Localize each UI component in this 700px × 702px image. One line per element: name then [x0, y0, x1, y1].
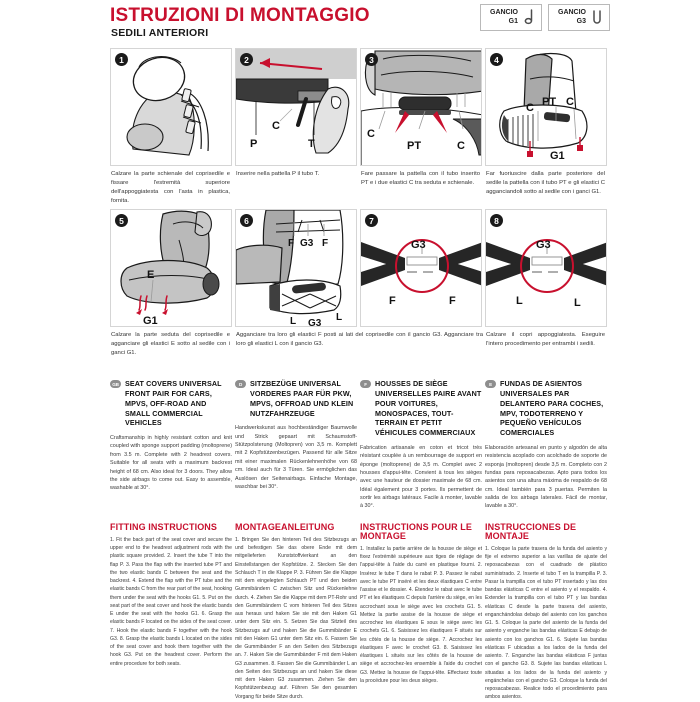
fitting-es-heading: INSTRUCCIONES DE MONTAJE	[485, 521, 577, 541]
step-2-number: 2	[240, 53, 253, 66]
description-es	[485, 379, 607, 510]
fitting-fr	[360, 523, 482, 702]
step-6-label-f-left: F	[288, 238, 295, 250]
fitting-gb	[110, 523, 232, 702]
step-row-2	[110, 209, 610, 365]
badge-g1-label-top: GANCIO	[490, 9, 518, 17]
fitting-de	[235, 523, 357, 702]
description-gb	[110, 379, 232, 510]
step-6-figure	[235, 209, 357, 327]
step-2-label-t: T	[308, 138, 315, 150]
description-es-body: Elaboración artesanal en punto y algodón de alta resistencia acoplado con acolchado de soporte de esponja (moltopren) desde 3,5 m. Completo con 2 fundas para reposacabezas. Apto para todos los asientos con una altura máxima de respaldo de 68 cm. Ideal también para 3 puertas. Permiten la salida de los airbags laterales. Fácil de montar, lavable a 30°.	[485, 444, 607, 510]
page-subtitle: SEDILI ANTERIORI	[111, 27, 209, 39]
step-2	[235, 48, 357, 205]
step-8-label-l-right: L	[574, 297, 581, 310]
hook-legend	[480, 4, 610, 31]
step-7-caption	[360, 327, 482, 365]
description-de-title: SITZBEZÜGE UNIVERSAL VORDERES PAAR FÜR PKW, MPVS, OFFROAD UND KLEIN NUTZFAHRZEUGE	[250, 379, 354, 418]
step-4-caption: Far fuoriuscire dalla parte posteriore del sedile la pattella con il tubo PT e gli elastici C agganciandoli sotto al sedile con i ganci G1.	[486, 171, 605, 195]
step-6-label-g3-top: G3	[300, 238, 314, 250]
description-gb-title: SEAT COVERS UNIVERSAL FRONT PAIR FOR CARS, MPVS, OFF-ROAD AND SMALL COMMERCIAL VEHICLES	[125, 379, 222, 428]
description-gb-body: Craftsmanship in highly resistant cotton and knit coupled with sponge support padding (moltoprene) from 3.5 m. Complete with 2 headrest covers. Suitable for all seats with a maximum backrest height of 68 cm. Also ideal for 3 doors. They allow the side airbags to come out. Easy to assemble, washable at 30°.	[110, 435, 232, 492]
step-row-1	[110, 48, 610, 205]
description-fr-body: Fabrication artisanale en coton et tricot très résistant couplée à un rembourrage de support en éponge (moltoprene) de 3,5 m. Complet avec 2 housses d'appui-tête. Convient à tous les sièges avec une hauteur de dossier maximale de 68 cm. Idéal également pour 3 portes. Ils permettent de sortir les airbags latéraux. Facile à monter, lavable à 30°.	[360, 444, 482, 510]
badge-gancio-g1	[480, 4, 542, 31]
fitting-instructions-band	[110, 523, 610, 702]
description-de-body: Handwerkskunst aus hochbeständiger Baumwolle und Strick gepaart mit Schaumstoff-Stützpolsterung (Moltopren) von 3,5 m. Komplett mit 2 Kopfstützenbezügen. Passend für alle Sitze mit einer maximalen Rückenlehnenhöhe von 68 cm. Ideal auch für 3 Türen. Sie ermöglichen das Auslösen der Seitenairbags. Einfache Montage, waschbar bei 30°.	[235, 425, 357, 490]
step-3	[360, 48, 482, 205]
step-2-label-c: C	[272, 120, 280, 132]
step-6-label-l-left: L	[290, 316, 297, 328]
step-4-label-g1: G1	[550, 150, 565, 162]
description-fr	[360, 379, 482, 510]
j-hook-icon	[522, 8, 536, 28]
step-3-caption: Fare passare la pattella con il tubo inserito PT e i due elastici C tra seduta e schienale.	[361, 171, 480, 186]
step-8-figure	[485, 209, 607, 327]
step-8-label-l-left: L	[516, 295, 523, 308]
fitting-es-body: 1. Coloque la parte trasera de la funda del asiento y fije el extremo superior a las varillas de ajuste del reposacabezas con el cuadrado de plástico suministrado. 2. Inserte el tubo T en la trampilla P. 3. Pasar la trampilla con el tubo PT insertado y las dos bandas elásticas C entre el asiento y el respaldo. 4. Extender la trampilla con el tubo PT y las bandas elásticas C desde la parte trasera del asiento, enganchándolas debajo del asiento con los ganchos G1. 5. Coloque la parte del asiento de la funda del asiento y enganche las bandas elásticas E debajo de asiento con los ganchos G1. 6. Sujete las bandas elásticas F ubicadas a los lados de la funda del asiento. 7. Enganche las bandas elásticas F juntas con el gancho G3. 8. Sujete las bandas elásticas L situadas a los lados de la funda del asiento y engánchelas con el gancho G3. Coloque la funda del reposacabezas. Realice todo el procedimiento para ambos asientos.	[485, 545, 607, 701]
fitting-fr-heading: INSTRUCTIONS POUR LE MONTAGE	[360, 521, 473, 541]
step-5-number: 5	[115, 214, 128, 227]
step-8-caption: Calzare il copri appoggiatesta. Eseguire l'intero procedimento per entrambi i sedili.	[486, 332, 605, 348]
page-title: ISTRUZIONI DI MONTAGGIO	[110, 5, 370, 26]
step-8-label-g3: G3	[536, 239, 551, 252]
step-6-label-f-right: F	[322, 238, 329, 250]
step-5-figure	[110, 209, 232, 327]
flag-es-icon: E	[485, 380, 496, 388]
fitting-de-heading: MONTAGEANLEITUNG	[235, 521, 335, 532]
step-4	[485, 48, 607, 205]
badge-g3-label-bottom: G3	[576, 17, 586, 25]
step-7-number: 7	[365, 214, 378, 227]
step-6-label-l-right: L	[336, 312, 343, 324]
step-2-figure	[235, 48, 357, 166]
headrest-rod-figure	[111, 49, 232, 166]
step-5-caption: Calzare la parte seduta del coprisedile e agganciare gli elastici E sotto al sedile con i ganci G1.	[111, 332, 230, 357]
fitting-de-body: 1. Bringen Sie den hinteren Teil des Sitzbezugs an und befestigen Sie das obere Ende mit dem mitgelieferten Kunststoffvierkant an den Einstellstangen der Kopfstütze. 2. Stecken Sie den Schlauch T in die Klappe P. 3. Führen Sie die Klappe mit dem eingelegten Schlauch PT und den beiden Gummibändern C zwischen Sitz und Rückenlehne durch. 4. Ziehen Sie die Klappe mit dem PT-Rohr und den Gummibändern C vom hinteren Teil des Sitzes aus heraus und haken Sie sie mit den Haken G1 unter dem Sitz ein. 5. Setzen Sie das Sitzteil des Sitzbezugs auf und haken Sie die Gummibänder E mit den Haken G1 unter dem Sitz ein. 6. Fassen Sie die Gummibänder F an den Seiten des Sitzbezugs an. 7. Haken Sie die Gummibänder F mit dem Haken G3 zusammen. 8. Fassen Sie die Gummibänder L an den Seiten des Sitzbezugs an und haken Sie diese mit dem Haken G3 zusammen. Ziehen Sie den Kopfstützenbezug auf. Führen Sie den gesamten Vorgang für beide Sitze durch.	[235, 536, 357, 700]
description-es-title: FUNDAS DE ASIENTOS UNIVERSALES PAR DELANTERO PARA COCHES, MPV, TODOTERRENO Y PEQUEÑO VEHÍCULOS COMERCIALES	[500, 379, 604, 438]
header	[110, 0, 610, 46]
step-1	[110, 48, 232, 205]
crossed-straps-l-figure	[486, 210, 607, 327]
seat-back-gap-figure	[361, 49, 482, 166]
seat-side-elastics-figure	[236, 210, 357, 327]
step-1-number: 1	[115, 53, 128, 66]
step-2-label-p: P	[250, 138, 258, 150]
step-5-label-e: E	[147, 269, 155, 282]
flag-de-icon: D	[235, 380, 246, 388]
step-8	[485, 209, 607, 365]
step-4-number: 4	[490, 53, 503, 66]
step-2-caption: Inserire nella pattella P il tubo T.	[236, 171, 320, 177]
step-3-label-pt: PT	[407, 140, 422, 152]
step-3-label-c-left: C	[367, 128, 375, 140]
step-3-figure	[360, 48, 482, 166]
fitting-gb-heading: FITTING INSTRUCTIONS	[110, 521, 217, 532]
step-5-label-g1: G1	[143, 315, 158, 328]
step-3-number: 3	[365, 53, 378, 66]
fitting-fr-body: 1. Installez la partie arrière de la housse de siège et fixez l'extrémité supérieure aux tiges de réglage de l'appui-tête à l'aide du carré en plastique fourni. 2. Insérez le tube T dans le rabat P. 3. Passez le rabat avec le tube PT inséré et les deux élastiques C entre l'assise et le dossier. 4. Étendez le rabat avec le tube PT et les élastiques C depuis l'arrière du siège, en les accrochant sous le siège avec les crochets G1. 5. Mettez la partie assise de la housse de siège et accrochez les élastiques E sous le siège avec les crochets G1. 6. Saisissez les élastiques F situés sur les côtés de la housse de siège. 7. Accrochez les élastiques F avec le crochet G3. 8. Saisissez les élastiques L situés sur les côtés de la housse de siège et accrochez-les ensemble à l'aide du crochet G3. Mettez la housse de l'appui-tête. Effectuez toute la procédure pour les deux sièges.	[360, 545, 482, 684]
badge-gancio-g3	[548, 4, 610, 31]
step-7-figure	[360, 209, 482, 327]
flap-tube-hand-figure	[236, 49, 357, 166]
step-6-label-g3-bottom: G3	[308, 318, 322, 329]
step-6-number: 6	[240, 214, 253, 227]
step-8-number: 8	[490, 214, 503, 227]
step-7	[360, 209, 482, 365]
fitting-es	[485, 523, 607, 702]
step-6	[235, 209, 483, 365]
step-grid	[110, 48, 610, 365]
step-1-caption: Calzare la parte schienale del coprisedile e fissare l'estremità superiore dell'appoggiatesta con l'asta in plastica, fornita.	[111, 171, 230, 204]
badge-g1-label-bottom: G1	[508, 17, 518, 25]
step-7-label-f-right: F	[449, 295, 456, 308]
seat-rear-hooks-figure	[486, 49, 607, 166]
flag-gb-icon: GB	[110, 380, 121, 388]
badge-g3-label-top: GANCIO	[558, 9, 586, 17]
step-3-label-c-right: C	[457, 140, 465, 152]
product-description-band	[110, 379, 610, 510]
step-4-figure	[485, 48, 607, 166]
crossed-straps-f-figure	[361, 210, 482, 327]
step-6-caption: Agganciare tra loro gli elastici F posti ai lati del coprisedile con il gancio G3. Agganciare tra loro gli elastici L con il gancio G3.	[236, 332, 483, 348]
step-5	[110, 209, 232, 365]
step-7-label-g3: G3	[411, 239, 426, 252]
step-7-label-f-left: F	[389, 295, 396, 308]
u-clip-icon	[590, 8, 604, 28]
step-4-label-c-right: C	[566, 96, 574, 108]
instruction-sheet	[110, 0, 610, 700]
step-4-label-pt: PT	[542, 96, 557, 108]
seat-cushion-figure	[111, 210, 232, 327]
fitting-gb-body: 1. Fit the back part of the seat cover and secure the upper end to the headrest adjustment rods with the plastic square provided. 2. Insert the tube T into the flap P. 3. Pass the flap with the inserted tube PT and the two elastic bands C between the seat and the backrest. 4. Extend the flap with the PT tube and the elastic bands C from the rear part of the seat, hooking them under the seat with the hooks G1. 5. Put on the seat part of the seat cover and hook the elastic bands E under the seat with the hooks G1. 6. Grasp the elastic bands F located on the sides of the seat cover. 7. Hook the elastic bands F together with the hook G3. 8. Grasp the elastic bands L located on the sides of the seat cover and hook them together with the hook G3. Put on the headrest cover. Perform the entire procedure for both seats.	[110, 536, 232, 667]
description-fr-title: HOUSSES DE SIÈGE UNIVERSELLES PAIRE AVANT POUR VOITURES, MONOSPACES, TOUT-TERRAIN ET PETIT VÉHICULES COMMERCIAUX	[375, 379, 482, 438]
description-de	[235, 379, 357, 510]
step-1-figure	[110, 48, 232, 166]
flag-fr-icon: F	[360, 380, 371, 388]
step-4-label-c-left: C	[526, 102, 534, 114]
